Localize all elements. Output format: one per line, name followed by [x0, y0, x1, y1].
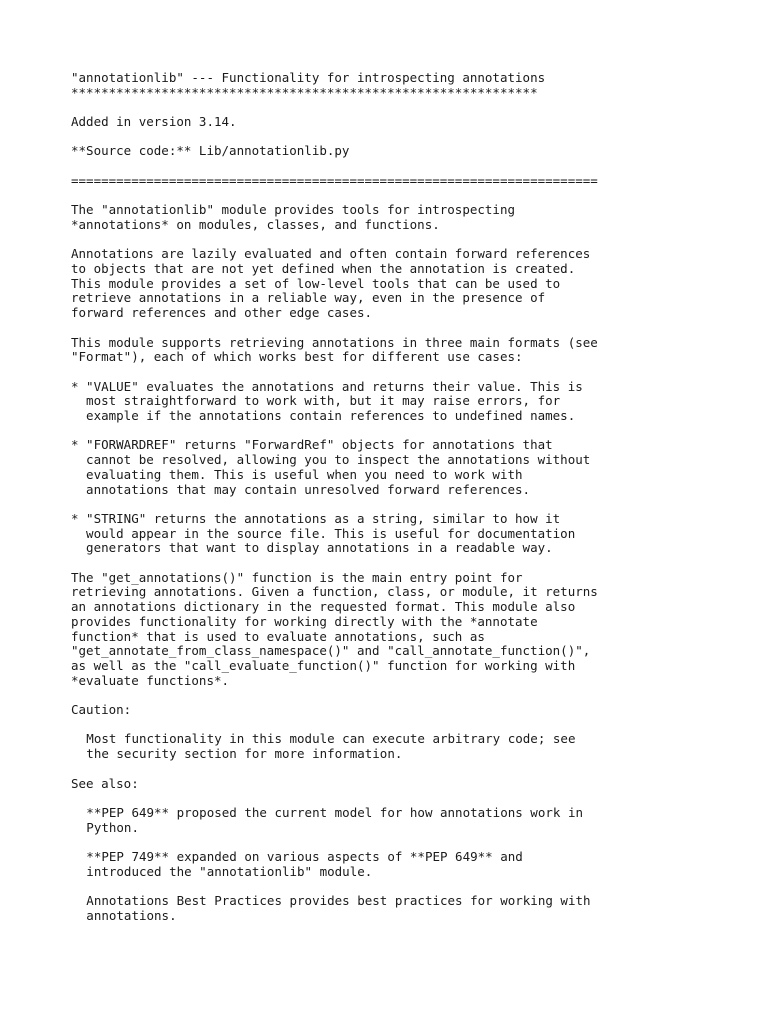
bullet-forwardref: * "FORWARDREF" returns "ForwardRef" objects for annotations that cannot be resolved, allowing you to inspect the annotations without evaluating them. This is useful when you need to work with annotations that may contain unresolved forward references. — [71, 437, 591, 497]
doc-title: "annotationlib" --- Functionality for introspecting annotations — [71, 70, 546, 85]
source-code-line: **Source code:** Lib/annotationlib.py — [71, 143, 350, 159]
added-version: Added in version 3.14. — [71, 114, 237, 130]
caution-text: Most functionality in this module can execute arbitrary code; see the security section for more information. — [86, 731, 576, 762]
doc-title-underline: ************************************************************** — [71, 84, 538, 100]
bullet-value: * "VALUE" evaluates the annotations and returns their value. This is most straightforward to work with, but it may raise errors, for example if the annotations contain references to undefined names. — [71, 378, 583, 424]
document-page — [71, 71, 761, 938]
main-entry-paragraph: The "get_annotations()" function is the main entry point for retrieving annotations. Given a function, class, or module, it returns an annotations dictionary in the requested format. This module also provides functionality for working directly with the *annotate function* that is used to evaluate annotations, such as "get_annotate_from_class_namespace()" and "call_annotate_function()", as well as the "call_evaluate_function()" function for working with *evaluate functions*. — [71, 569, 598, 688]
bullet-string: * "STRING" returns the annotations as a string, similar to how it would appear in the source file. This is useful for documentation generators that want to display annotations in a readable way. — [71, 510, 576, 556]
doc-title-block — [71, 71, 761, 100]
see-also-pep-749: **PEP 749** expanded on various aspects of **PEP 649** and introduced the "annotationlib" module. — [86, 849, 523, 879]
lazy-eval-paragraph: Annotations are lazily evaluated and often contain forward references to objects that are not yet defined when the annotation is created. This module provides a set of low-level tools that can be used to retrieve annotations in a reliable way, even in the presence of forward references and other edge cases. — [71, 246, 591, 321]
see-also-best-practices: Annotations Best Practices provides best practices for working with annotations. — [86, 893, 591, 923]
see-also-pep-649: **PEP 649** proposed the current model for how annotations work in Python. — [86, 804, 583, 835]
see-also-label: See also: — [71, 775, 139, 791]
horizontal-rule: ====================================================================== — [71, 172, 598, 188]
caution-label: Caution: — [71, 702, 132, 718]
intro-paragraph: The "annotationlib" module provides tools for introspecting *annotations* on modules, classes, and functions. — [71, 202, 516, 232]
formats-paragraph: This module supports retrieving annotations in three main formats (see "Format"), each of which works best for different use cases: — [71, 334, 598, 365]
